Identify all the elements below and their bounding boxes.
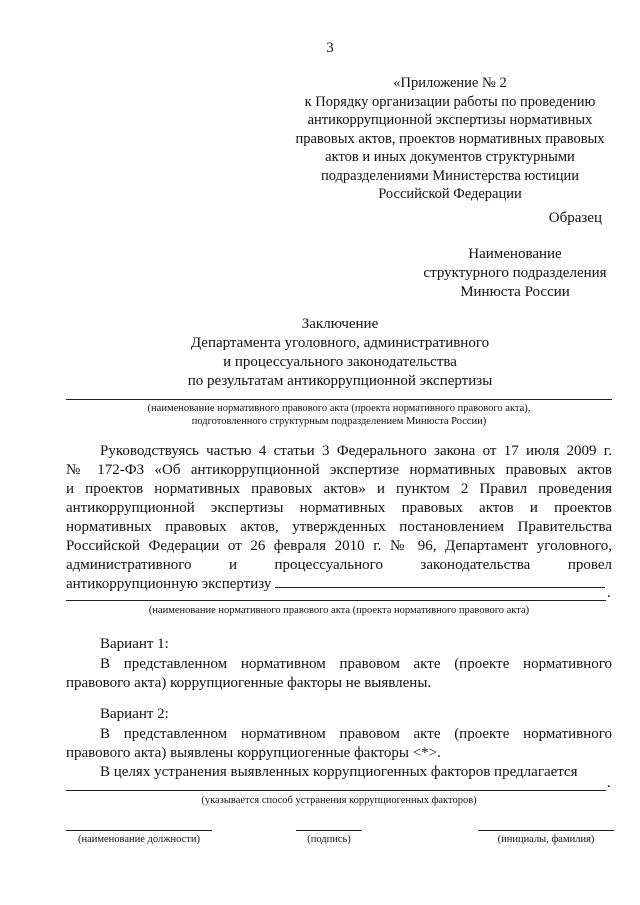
paragraph-line: № 172-ФЗ «Об антикоррупционной экспертизе нормативных правовых актов — [66, 462, 612, 478]
caption-line: (наименование нормативного правового акта (проекта нормативного правового акта), — [147, 403, 531, 414]
method-caption: (указывается способ устранения коррупциогенных факторов) — [201, 795, 477, 806]
variant2-label: Вариант 2: — [100, 706, 169, 722]
unit-name-line: Минюста России — [460, 284, 570, 300]
appendix-line: «Приложение № 2 — [393, 75, 507, 91]
paragraph-line: Руководствуясь частью 4 статьи 3 Федерального закона от 17 июля 2009 г. — [100, 443, 612, 459]
name-signature-line — [478, 830, 614, 831]
variant1-label: Вариант 1: — [100, 636, 169, 652]
paragraph-line: правового акта) выявлены коррупциогенные факторы <*>. — [66, 745, 441, 761]
method-line — [66, 790, 606, 791]
conclusion-title-line: Департамента уголовного, административного — [190, 335, 490, 351]
unit-name-line: Наименование — [468, 246, 562, 262]
expertise-fill-line — [275, 575, 605, 588]
appendix-line: Российской Федерации — [378, 186, 522, 202]
main-paragraph — [66, 442, 612, 594]
conclusion-title — [150, 315, 530, 391]
sign-caption: (подпись) — [307, 834, 351, 845]
paragraph-line: Российской Федерации от 26 февраля 2010 г. № 96, Департамент уголовного, — [66, 538, 612, 554]
variant2-text — [66, 725, 612, 782]
paragraph-line: В представленном нормативном правовом акте (проекте нормативного — [100, 726, 612, 742]
appendix-line: к Порядку организации работы по проведению — [304, 93, 596, 110]
conclusion-title-line: и процессуального законодательства — [223, 354, 457, 370]
position-caption: (наименование должности) — [77, 834, 201, 845]
appendix-header — [270, 74, 630, 204]
appendix-line: актов и иных документов структурными — [325, 149, 575, 165]
caption-line: подготовленного структурным подразделением Минюста России) — [191, 416, 487, 427]
paragraph-line: антикоррупционной экспертизы нормативных правовых актов и проектов — [66, 500, 612, 516]
paragraph-line: правового акта) коррупциогенные факторы не выявлены. — [66, 675, 432, 691]
line-end-dot: . — [607, 585, 611, 601]
page-number: 3 — [326, 40, 334, 56]
paragraph-line: В представленном нормативном правовом акте (проекте нормативного — [100, 656, 612, 672]
variant1-text — [66, 655, 612, 693]
appendix-line: подразделениями Министерства юстиции — [320, 167, 580, 184]
sample-label: Образец — [548, 210, 602, 226]
name-caption: (инициалы, фамилия) — [497, 834, 595, 845]
act-name-caption-2: (наименование нормативного правового акта (проекта нормативного правового акта) — [148, 605, 530, 616]
paragraph-line: В целях устранения выявленных коррупциогенных факторов предлагается — [100, 764, 578, 780]
paragraph-line: нормативных правовых актов, утвержденных постановлением Правительства — [66, 519, 612, 535]
paragraph-line: антикоррупционную экспертизу — [66, 575, 612, 594]
act-name-line-2 — [66, 600, 606, 601]
paragraph-line: административного и процессуального законодательства провел — [66, 557, 612, 573]
conclusion-title-line: Заключение — [301, 316, 379, 332]
unit-name-line: структурного подразделения — [423, 265, 607, 281]
line-end-dot: . — [607, 775, 611, 791]
position-signature-line — [66, 830, 212, 831]
sign-signature-line — [296, 830, 362, 831]
unit-name-block — [400, 245, 630, 302]
appendix-line: правовых актов, проектов нормативных правовых — [295, 130, 605, 147]
act-name-line — [66, 399, 612, 400]
paragraph-line: и проектов нормативных правовых актов» и пунктом 2 Правил проведения — [66, 481, 612, 497]
conclusion-title-line: по результатам антикоррупционной экспертизы — [187, 373, 493, 389]
act-name-caption — [66, 402, 612, 428]
appendix-line: антикоррупционной экспертизы нормативных — [307, 112, 593, 128]
